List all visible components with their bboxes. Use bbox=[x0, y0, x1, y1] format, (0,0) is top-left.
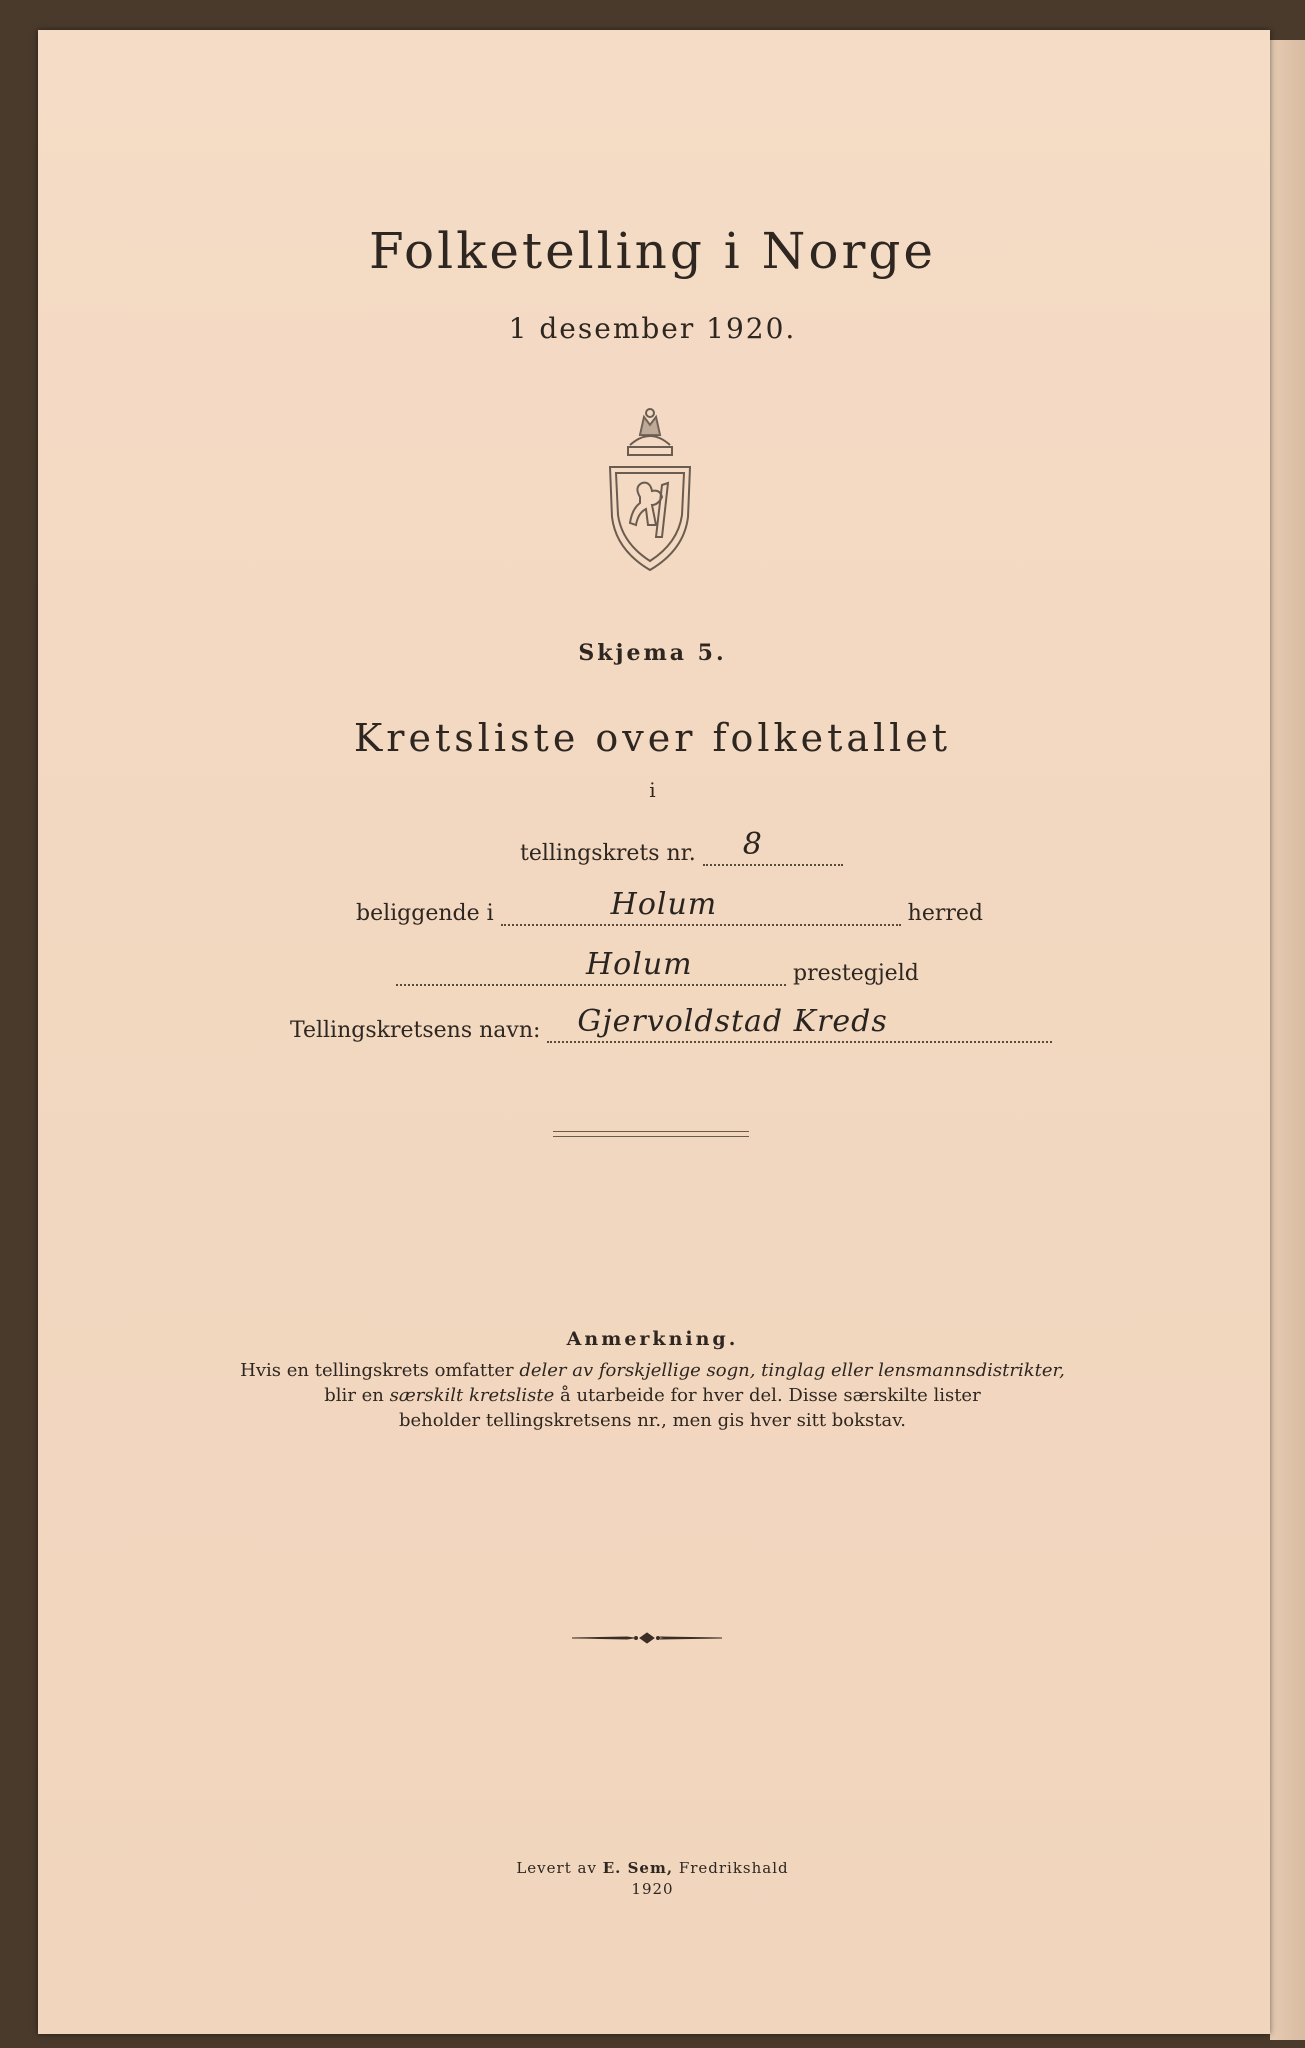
note-body bbox=[200, 1358, 1105, 1433]
krets-row bbox=[520, 827, 843, 866]
printer-line bbox=[0, 1858, 1305, 1879]
prestegjeld-field[interactable] bbox=[396, 947, 786, 986]
ornament-divider-icon bbox=[572, 1632, 722, 1644]
printer-city: Fredrikshald bbox=[673, 1859, 789, 1877]
herred-row bbox=[356, 887, 983, 926]
printer-year: 1920 bbox=[631, 1880, 674, 1898]
navn-row bbox=[290, 1004, 1052, 1043]
note-line-1-plain: Hvis en tellingskrets omfatter bbox=[240, 1360, 520, 1381]
section-divider bbox=[553, 1131, 749, 1137]
norway-coat-of-arms-icon bbox=[600, 405, 700, 573]
beliggende-label: beliggende i bbox=[356, 901, 494, 926]
krets-field[interactable] bbox=[703, 827, 843, 866]
note-line-3: beholder tellingskretsens nr., men gis hver sitt bokstav. bbox=[398, 1410, 906, 1431]
navn-value: Gjervoldstad Kreds bbox=[577, 1004, 888, 1039]
navn-label: Tellingskretsens navn: bbox=[290, 1018, 541, 1043]
prestegjeld-row bbox=[396, 947, 919, 986]
printer-credit bbox=[0, 1858, 1305, 1900]
navn-field[interactable] bbox=[547, 1004, 1052, 1043]
herred-label: herred bbox=[907, 901, 983, 926]
herred-value: Holum bbox=[610, 887, 718, 922]
printer-name: E. Sem, bbox=[602, 1859, 674, 1877]
prestegjeld-label: prestegjeld bbox=[793, 961, 919, 986]
note-heading: Anmerkning. bbox=[566, 1328, 739, 1350]
note-line-2-italic: særskilt kretsliste bbox=[389, 1385, 555, 1406]
note-line-1-italic: deler av forskjellige sogn, tinglag eller lensmannsdistrikter, bbox=[519, 1360, 1065, 1381]
note-line-2 bbox=[200, 1383, 1105, 1408]
census-date: 1 desember 1920. bbox=[508, 312, 797, 345]
preposition-i: i bbox=[649, 778, 656, 802]
krets-label: tellingskrets nr. bbox=[520, 841, 696, 866]
printer-prefix: Levert av bbox=[516, 1859, 603, 1877]
schema-label: Skjema 5. bbox=[578, 640, 727, 666]
krets-value: 8 bbox=[742, 827, 763, 862]
note-line-2-plain-b: å utarbeide for hver del. Disse særskilte lister bbox=[554, 1385, 981, 1406]
herred-field[interactable] bbox=[501, 887, 901, 926]
prestegjeld-value: Holum bbox=[586, 947, 693, 982]
note-line-2-plain-a: blir en bbox=[324, 1385, 390, 1406]
page-title: Folketelling i Norge bbox=[369, 222, 936, 280]
form-subtitle: Kretsliste over folketallet bbox=[353, 716, 952, 760]
note-line-1 bbox=[200, 1358, 1105, 1383]
